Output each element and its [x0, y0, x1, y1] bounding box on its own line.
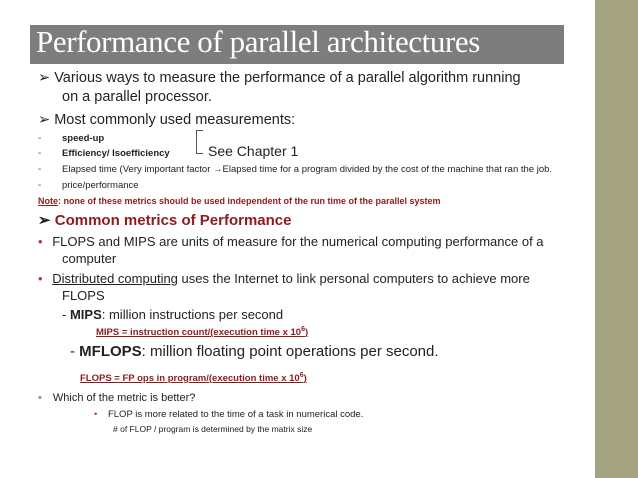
mips-label: MIPS [69, 307, 102, 322]
arrow-bullet-icon: ➢ [38, 212, 51, 229]
bullet-icon: • [38, 234, 43, 249]
mips-close-paren: ) [305, 327, 309, 339]
bullet-icon: • [38, 271, 43, 286]
flops-exponent: 6 [299, 372, 304, 379]
common-metrics-heading [38, 211, 291, 229]
note-label: Note [38, 196, 58, 206]
distributed-continuation: FLOPS [62, 288, 105, 303]
mflops-dash: - [70, 343, 80, 360]
which-metric-text: Which of the metric is better? [52, 392, 196, 404]
arrow-bullet-icon: ➢ [38, 112, 51, 128]
note-line [38, 196, 441, 206]
bullet-icon: • [94, 409, 98, 420]
flops-formula-text: FLOPS = FP ops in program/(execution time x 10 [80, 373, 300, 385]
dash-marker: - [38, 133, 42, 144]
slide-title: Performance of parallel architectures [36, 24, 480, 59]
brace-connector [196, 130, 203, 154]
measurement-price-performance: price/performance [62, 180, 139, 191]
distributed-bullet [38, 271, 530, 286]
mips-formula-text: MIPS = instruction count/(execution time x 10 [96, 327, 302, 339]
mips-formula [96, 326, 308, 338]
note-text: : none of these metrics should be used independent of the run time of the parallel system [58, 196, 441, 206]
common-metrics-text: Common metrics of Performance [54, 212, 292, 229]
measurement-elapsed-time [62, 164, 552, 175]
mips-line [62, 307, 283, 322]
side-decorative-bar [595, 0, 638, 478]
flop-matrix-text: # of FLOP / program is determined by the matrix size [113, 424, 313, 434]
dash-marker: - [38, 180, 42, 191]
elapsed-suffix: Elapsed time for a program divided by the cost of the machine that ran the job. [222, 164, 553, 175]
line-1-continuation: on a parallel processor. [62, 89, 212, 105]
mips-dash: - [62, 307, 70, 322]
line-1-text: Various ways to measure the performance of a parallel algorithm running [54, 70, 521, 86]
flop-related-text: FLOP is more related to the time of a task in numerical code. [107, 409, 364, 420]
flops-mips-bullet [38, 234, 544, 249]
dash-marker: - [38, 148, 42, 159]
mips-exponent: 6 [301, 326, 305, 333]
bullet-icon: • [38, 392, 42, 404]
bullet-line-1 [38, 70, 521, 86]
dash-marker: - [38, 164, 42, 175]
elapsed-prefix: Elapsed time (Very important factor [62, 164, 214, 175]
mips-description: : million instructions per second [101, 307, 284, 322]
flops-mips-continuation: computer [62, 251, 117, 266]
right-arrow-icon: → [213, 164, 223, 175]
distributed-computing-link[interactable]: Distributed computing [52, 271, 178, 286]
flops-close-paren: ) [303, 373, 307, 385]
mflops-line [70, 343, 439, 360]
arrow-bullet-icon: ➢ [38, 70, 51, 86]
see-chapter-note: See Chapter 1 [208, 143, 299, 159]
mflops-description: : million floating point operations per second. [141, 343, 439, 360]
distributed-text: uses the Internet to link personal computers to achieve more [177, 271, 530, 286]
flops-formula [80, 372, 307, 384]
sub-bullet-flop [94, 409, 363, 420]
flops-mips-text: FLOPS and MIPS are units of measure for the numerical computing performance of a [52, 234, 544, 249]
mflops-label: MFLOPS [79, 343, 142, 360]
bullet-line-2 [38, 112, 295, 128]
measurement-speedup: speed-up [62, 133, 105, 144]
which-metric-bullet [38, 392, 195, 404]
line-2-text: Most commonly used measurements: [54, 112, 296, 128]
measurement-efficiency: Efficiency/ Isoefficiency [62, 148, 170, 159]
